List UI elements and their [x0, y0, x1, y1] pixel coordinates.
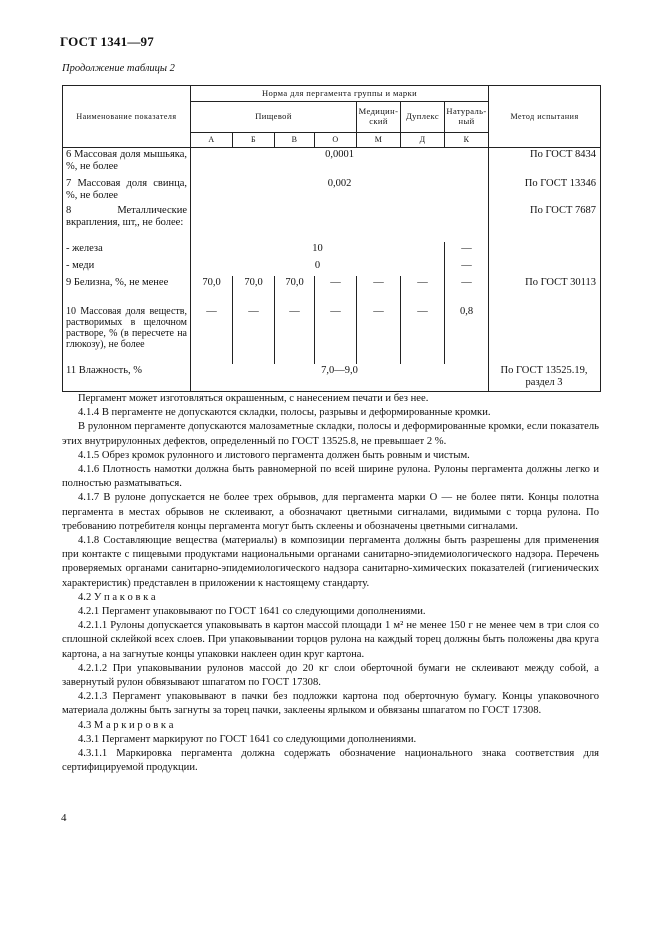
- mark-header-b: Б: [233, 133, 275, 148]
- row-name: 10 Массовая доля веществ, растворимых в щелочном растворе, % (в пересчете на глюкозу), не более: [63, 305, 191, 364]
- table-row: [63, 305, 601, 364]
- document-header: ГОСТ 1341—97: [60, 34, 154, 49]
- mark-header-a: А: [191, 133, 233, 148]
- row-method: По ГОСТ 13346: [489, 177, 601, 204]
- paragraph: Пергамент может изготовляться окрашенным, с нанесением печати и без нее.: [78, 393, 429, 404]
- row-value: 7,0—9,0: [191, 364, 489, 392]
- cell-k: —: [445, 276, 489, 305]
- row-value: 0: [191, 259, 445, 276]
- paragraph: 4.3.1 Пергамент маркируют по ГОСТ 1641 со следующими дополнениями.: [78, 733, 417, 745]
- mark-header-d: Д: [401, 133, 445, 148]
- cell-k: 0,8: [445, 305, 489, 364]
- row-value: 0,002: [191, 177, 489, 204]
- row-value: 0,0001: [191, 148, 489, 177]
- section-heading: 4.3 М а р к и р о в к а: [78, 719, 174, 731]
- mark-header-k: К: [445, 133, 489, 148]
- row-name: 7 Массовая доля свинца, %, не более: [63, 177, 191, 204]
- paragraph: 4.2.1.3 Пергамент упаковывают в пачки без подложки картона под оберточную бумагу. Концы упаковочного материала должны быть загнуты за торец пачки, заклеены ярлыком и обвязаны шпагатом по ГОСТ 17308.: [62, 691, 599, 717]
- row-name: 11 Влажность, %: [63, 364, 191, 392]
- cell-m: —: [357, 305, 401, 364]
- row-method: По ГОСТ 8434: [489, 148, 601, 177]
- table-row: [63, 364, 601, 392]
- mark-header-m: М: [357, 133, 401, 148]
- row-name: - меди: [63, 259, 191, 276]
- mark-header-v: В: [275, 133, 315, 148]
- group-header-natural: Натураль-ный: [445, 102, 489, 133]
- cell-d: —: [401, 305, 445, 364]
- column-header-name: Наименование показателя: [63, 86, 191, 148]
- table-row: [63, 148, 601, 177]
- table-row: [63, 242, 601, 259]
- cell-v: —: [275, 305, 315, 364]
- paragraph: 4.1.4 В пергаменте не допускаются складки, полосы, разрывы и деформированные кромки.: [78, 407, 491, 419]
- paragraph: 4.2.1.2 При упаковывании рулонов массой до 20 кг слои оберточной бумаги не склеивают между собой, а завернутый рулон обвязывают шпагатом по ГОСТ 17308.: [62, 662, 599, 689]
- cell-b: 70,0: [233, 276, 275, 305]
- cell-m: —: [357, 276, 401, 305]
- table-row: [63, 276, 601, 305]
- cell-a: 70,0: [191, 276, 233, 305]
- paragraph: 4.2.1 Пергамент упаковывают по ГОСТ 1641 со следующими дополнениями.: [78, 606, 426, 618]
- cell-v: 70,0: [275, 276, 315, 305]
- cell-o: —: [315, 305, 357, 364]
- row-name: 8 Металлические вкрапления, шт,, не более:: [63, 204, 191, 242]
- row-method: По ГОСТ 7687: [489, 204, 601, 242]
- row-value-k: —: [445, 259, 489, 276]
- table-row: [63, 204, 601, 242]
- paragraph: 4.1.8 Составляющие вещества (материалы) в композиции пергамента должны быть разрешены для применения при контакте с пищевыми продуктами национальными органами санитарно-эпидемиологического надзора. Перечень проверяемых органами санитарно-эпидемиологического надзора санитарно-химических показателей (гигиенических характеристик) представлен в приложении к настоящему стандарту.: [62, 535, 599, 589]
- specification-table: [62, 85, 601, 392]
- row-method: По ГОСТ 13525.19, раздел 3: [489, 364, 601, 392]
- cell-d: —: [401, 276, 445, 305]
- paragraph: 4.1.5 Обрез кромок рулонного и листового пергамента должен быть ровным и чистым.: [78, 449, 470, 461]
- row-name: 9 Белизна, %, не менее: [63, 276, 191, 305]
- group-header-duplex: Дуплекс: [401, 102, 445, 133]
- cell-o: —: [315, 276, 357, 305]
- table-caption: Продолжение таблицы 2: [62, 63, 175, 74]
- row-name: - железа: [63, 242, 191, 259]
- row-value-k: —: [445, 242, 489, 259]
- section-heading: 4.2 У п а к о в к а: [78, 591, 156, 603]
- row-method: По ГОСТ 30113: [489, 276, 601, 305]
- row-value: 10: [191, 242, 445, 259]
- paragraph: 4.1.7 В рулоне допускается не более трех обрывов, для пергамента марки О — не более пяти. Концы полотна пергамента в местах обрывов не склеивают, а обозначают цветными сигналами, видимыми с торца рулона. По требованию потребителя концы пергамента могут быть склеены и обозначены цветными сигналами.: [62, 492, 599, 532]
- paragraph: 4.1.6 Плотность намотки должна быть равномерной по всей ширине рулона. Рулоны пергамента должны легко и полностью разматываться.: [62, 464, 599, 490]
- body-text: [62, 392, 599, 775]
- page-number: 4: [61, 812, 67, 824]
- paragraph: 4.2.1.1 Рулоны допускается упаковывать в картон массой площади 1 м² не менее 150 г не менее чем в три слоя со сплошной склейкой всех слоев. При упаковывании торцов рулона на каждый торец должны быть положены два круга картона, а на загнутые концы упаковки наклеен один круг картона.: [62, 620, 599, 660]
- column-header-norm: Норма для пергамента группы и марки: [191, 86, 489, 102]
- column-header-method: Метод испытания: [489, 86, 601, 148]
- cell-b: —: [233, 305, 275, 364]
- cell-a: —: [191, 305, 233, 364]
- group-header-food: Пищевой: [191, 102, 357, 133]
- table-row: [63, 177, 601, 204]
- paragraph: В рулонном пергаменте допускаются малозаметные складки, полосы и деформированные кромки, если показатель этих внутрирулонных дефектов, определенный по ГОСТ 13525.8, не превышает 2 %.: [62, 421, 599, 447]
- group-header-medical: Медицин-ский: [357, 102, 401, 133]
- paragraph: 4.3.1.1 Маркировка пергамента должна содержать обозначение национального знака соответствия для сертифицируемой продукции.: [62, 748, 599, 774]
- table-row: [63, 259, 601, 276]
- mark-header-o: О: [315, 133, 357, 148]
- row-name: 6 Массовая доля мышьяка, %, не более: [63, 148, 191, 177]
